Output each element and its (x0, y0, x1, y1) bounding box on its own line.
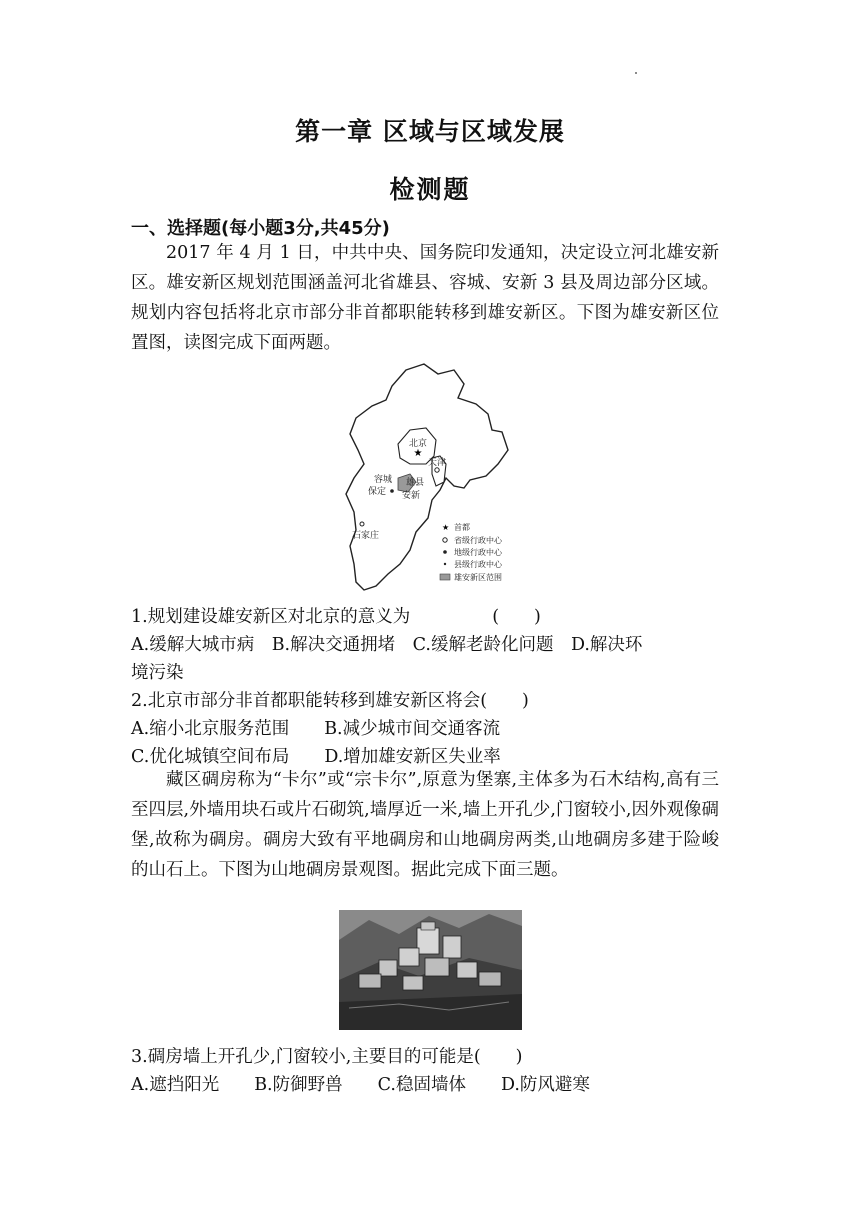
map-label-xiongxian: 雄县 (406, 478, 425, 488)
page-subtitle: 检测题 (389, 175, 471, 204)
baoding-marker (390, 489, 394, 493)
q1-options-line1: A.缓解大城市病 B.解决交通拥堵 C.缓解老龄化问题 D.解决环 (131, 635, 643, 655)
q1-stem (131, 603, 541, 628)
legend-star-symbol: ★ (442, 523, 450, 532)
legend-provincial: 省级行政中心 (454, 536, 502, 545)
q3-stem: 3.碉房墙上开孔少,门窗较小,主要目的可能是( ) (131, 1047, 523, 1067)
q1-options-line2: 境污染 (131, 663, 184, 683)
chapter-title: 第一章 区域与区域发展 (295, 117, 565, 146)
map-label-shijiazhuang: 石家庄 (352, 531, 380, 541)
map-label-baoding: 保定 (368, 487, 387, 497)
map-label-tianjin: 天津 (428, 458, 447, 468)
q3-options: A.遮挡阳光 B.防御野兽 C.稳固墙体 D.防风避寒 (131, 1075, 590, 1095)
passage-xiongan: 2017 年 4 月 1 日，中共中央、国务院印发通知，决定设立河北雄安新区。雄安新区规划范围涵盖河北省雄县、容城、安新 3 县及周边部分区域。规划内容包括将北京市部分非首都职能转移到雄安新区。下图为雄安新区位置图，读图完成下面两题。 (131, 243, 719, 353)
map-label-anxin: 安新 (402, 491, 421, 501)
legend-prefecture: 地级行政中心 (454, 548, 502, 557)
q2-options-line1: A.缩小北京服务范围 B.减少城市间交通客流 (131, 719, 501, 739)
legend-xiongan-range: 雄安新区范围 (454, 573, 502, 582)
q2-options-line2: C.优化城镇空间布局 D.增加雄安新区失业率 (131, 747, 501, 767)
legend-county: 县级行政中心 (454, 560, 502, 569)
q1-stem-text: 1.规划建设雄安新区对北京的意义为 (131, 607, 411, 627)
section-heading: 一、选择题(每小题3分,共45分) (131, 218, 390, 239)
legend-capital: 首都 (454, 523, 470, 532)
passage-diaofang: 藏区碉房称为“卡尔”或“宗卡尔”,原意为堡寨,主体多为石木结构,高有三至四层,外墙用块石或片石砌筑,墙厚近一米,墙上开孔少,门窗较小,因外观像碉堡,故称为碉房。碉房大致有平地碉房和山地碉房两类,山地碉房多建于险峻的山石上。下图为山地碉房景观图。据此完成下面三题。 (131, 770, 719, 880)
q2-stem: 2.北京市部分非首都职能转移到雄安新区将会( ) (131, 691, 529, 711)
q1-bracket: ( ) (492, 607, 541, 627)
page-speck (635, 72, 637, 74)
map-label-rongcheng: 容城 (374, 475, 393, 485)
diaofang-landscape-photo (339, 910, 522, 1030)
xiongan-location-map (336, 360, 532, 592)
map-legend (440, 522, 503, 582)
map-star-beijing: ★ (413, 448, 423, 459)
map-label-beijing: 北京 (408, 439, 428, 449)
